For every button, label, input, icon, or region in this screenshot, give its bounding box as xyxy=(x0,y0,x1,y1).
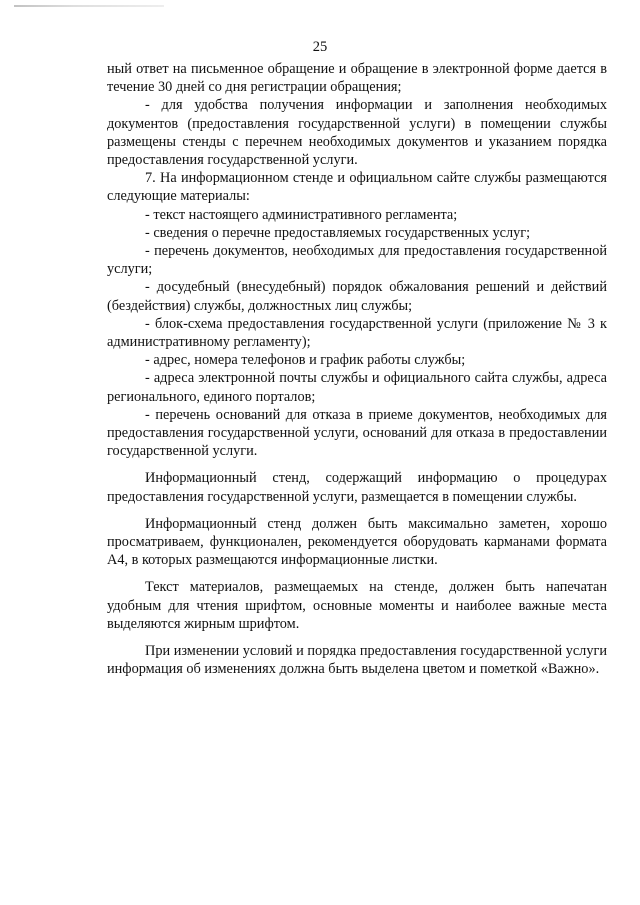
list-item-appeal-procedure: - досудебный (внесудебный) порядок обжалования решений и действий (бездействия) службы, должностных лиц службы; xyxy=(107,279,607,314)
list-item-address-phones: - адрес, номера телефонов и график работы службы; xyxy=(145,352,466,369)
list-item-refusal-grounds: - перечень оснований для отказа в приеме документов, необходимых для предоставления государственной услуги, оснований для отказа в предоставлении государственной услуги. xyxy=(107,406,607,460)
paragraph-stand-requirements: Информационный стенд должен быть максимально заметен, хорошо просматриваем, функционален, рекомендуется оборудовать карманами формата А4, в которых размещаются информационные листки. xyxy=(107,515,607,569)
list-item-flowchart: - блок-схема предоставления государственной услуги (приложение № 3 к административному регламенту); xyxy=(107,315,607,351)
paragraph-stands: - для удобства получения информации и заполнения необходимых документов (предоставления государственной услуги) в помещении службы размещены стенды с перечнем необходимых документов и указанием порядка предоставления государственной услуги. xyxy=(107,97,607,169)
scan-edge-artifact xyxy=(14,5,164,7)
paragraph-continuation: ный ответ на письменное обращение и обращение в электронной форме дается в течение 30 дней со дня регистрации обращения; xyxy=(107,61,607,96)
page-number: 25 xyxy=(312,39,328,55)
list-item-services-list: - сведения о перечне предоставляемых государственных услуг; xyxy=(145,224,531,241)
document-body xyxy=(107,60,607,679)
paragraph-text-font: Текст материалов, размещаемых на стенде, должен быть напечатан удобным для чтения шрифтом, основные моменты и наиболее важные места выделяются жирным шрифтом. xyxy=(107,579,607,632)
list-item-regulation-text: - текст настоящего административного регламента; xyxy=(145,206,458,223)
list-item-email-website: - адреса электронной почты службы и официального сайта службы, адреса регионального, единого порталов; xyxy=(107,370,607,405)
list-item-documents-list: - перечень документов, необходимых для предоставления государственной услуги; xyxy=(107,243,607,278)
paragraph-section-7: 7. На информационном стенде и официальном сайте службы размещаются следующие материалы: xyxy=(107,170,607,205)
paragraph-info-stand: Информационный стенд, содержащий информацию о процедурах предоставления государственной услуги, размещается в помещении службы. xyxy=(107,470,607,505)
paragraph-changes-important: При изменении условий и порядка предоставления государственной услуги информация об изменениях должна быть выделена цветом и пометкой «Важно». xyxy=(107,643,607,678)
